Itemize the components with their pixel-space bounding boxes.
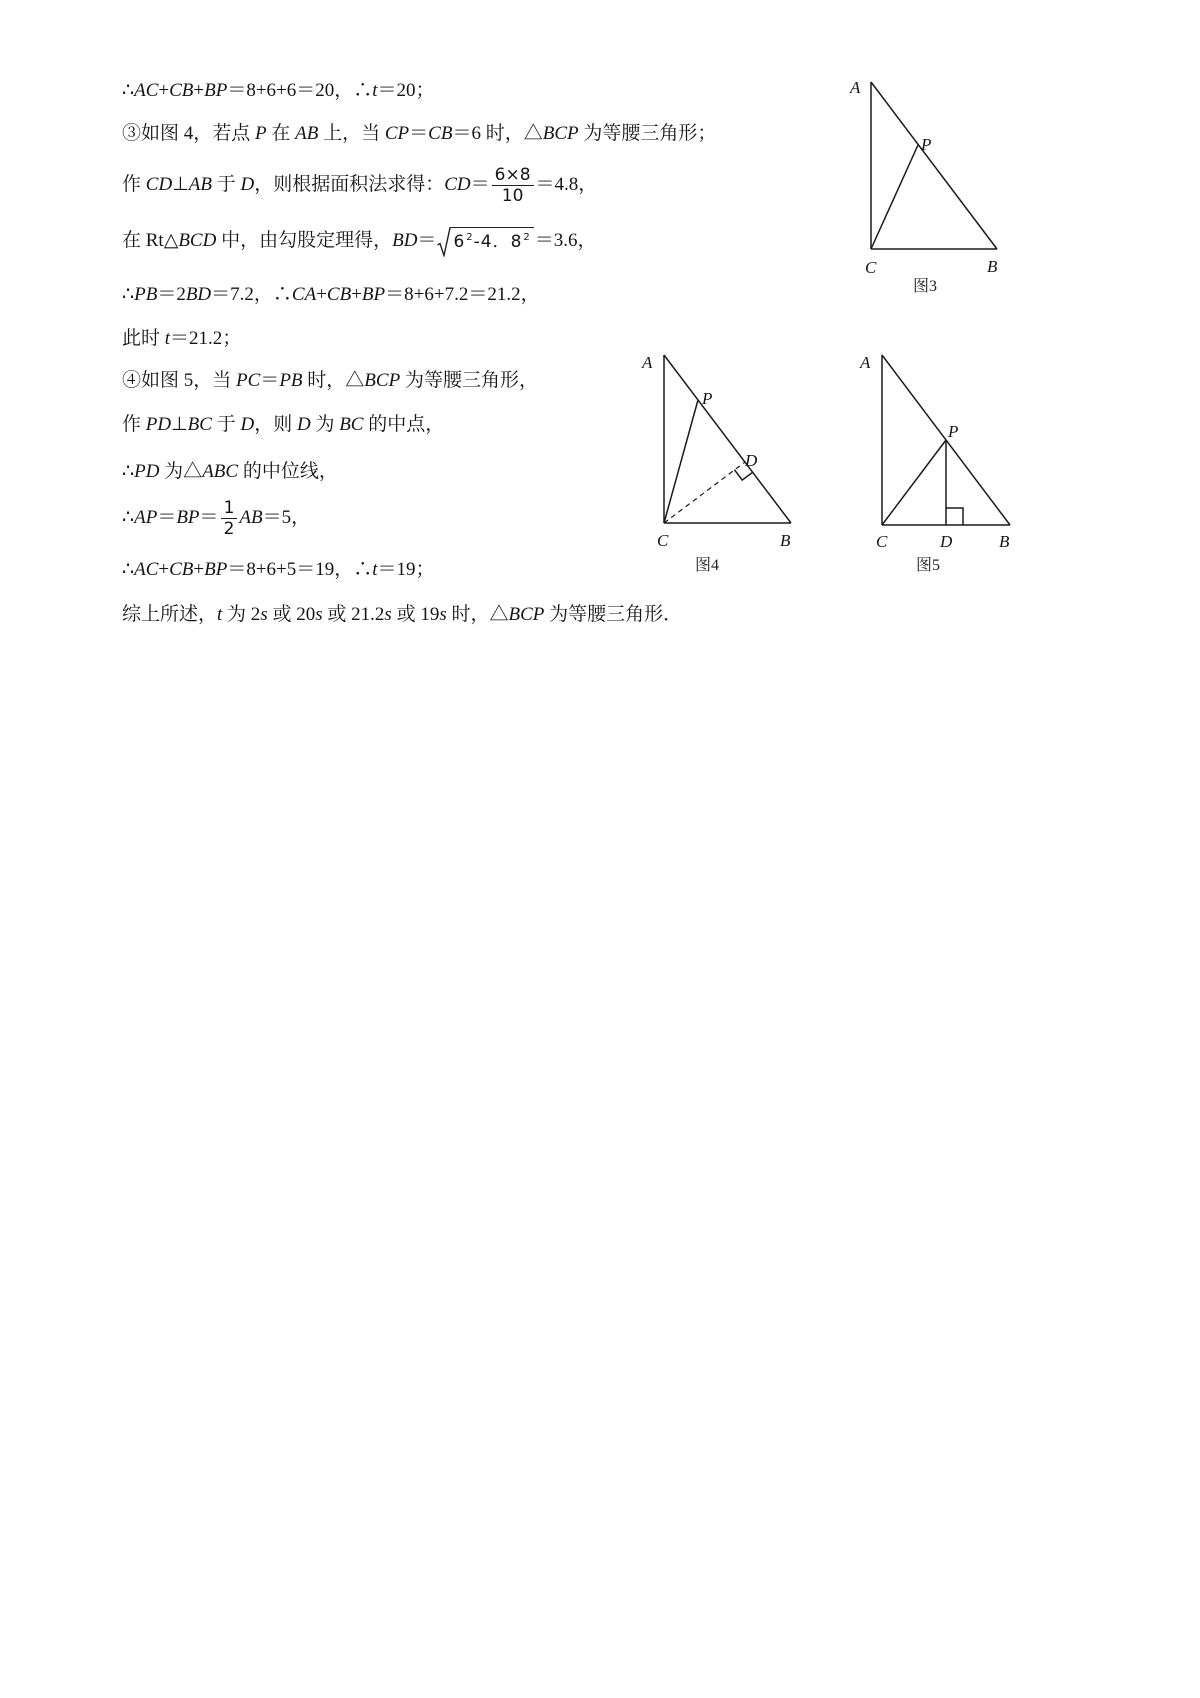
text-run: + xyxy=(351,284,362,305)
text-run: 或 20 xyxy=(267,604,316,625)
math-variable: AC xyxy=(134,559,159,580)
figure-caption: 图3 xyxy=(912,278,938,295)
figure-4 xyxy=(620,340,810,585)
math-variable: BCD xyxy=(178,230,217,251)
vertex-label-b: B xyxy=(999,532,1010,551)
math-variable: P xyxy=(255,123,267,144)
math-variable: t xyxy=(372,559,378,580)
math-variable: ABC xyxy=(202,461,239,482)
math-variable: CB xyxy=(169,80,194,101)
math-variable: BP xyxy=(361,284,386,305)
text-run: ＝8+6+6＝20，∴ xyxy=(227,80,373,101)
point-label-d: D xyxy=(940,532,953,551)
text-run: 此时 xyxy=(122,328,165,349)
math-variable: s xyxy=(260,604,268,625)
text-run: ＝ xyxy=(199,506,219,528)
text-run: 为 xyxy=(310,414,340,435)
radicand xyxy=(451,227,533,257)
text-run: ⊥ xyxy=(172,173,189,195)
text-run: 作 xyxy=(122,414,146,435)
math-variable: BCP xyxy=(364,370,401,391)
point-label-p: P xyxy=(921,135,932,154)
text-run: + xyxy=(316,284,327,305)
text-run: 的中点， xyxy=(363,414,445,435)
text-run: 综上所述， xyxy=(122,604,218,625)
text-run: 作 xyxy=(122,173,146,195)
right-angle-mark xyxy=(946,508,963,525)
vertex-label-b: B xyxy=(780,531,791,550)
text-run: 或 19 xyxy=(391,604,440,625)
altitude-cd xyxy=(664,462,745,523)
solution-line-9 xyxy=(122,456,338,488)
solution-line-1 xyxy=(122,75,435,107)
solution-line-6 xyxy=(122,323,241,355)
vertex-label-c: C xyxy=(865,258,877,277)
solution-line-11 xyxy=(122,554,435,586)
vertex-label-a: A xyxy=(850,78,861,97)
text-run: 于 xyxy=(211,173,241,195)
text-run: ＝4.8， xyxy=(535,173,598,195)
text-run: 为 2 xyxy=(222,604,261,625)
vertex-label-c: C xyxy=(876,532,888,551)
math-variable: BP xyxy=(204,80,228,101)
math-variable: AP xyxy=(134,506,158,528)
text-run: ＝ xyxy=(470,173,490,195)
text-run: ＝3.6， xyxy=(534,230,597,251)
text-run: ＝21.2； xyxy=(170,328,242,349)
text-run: ，则 xyxy=(254,414,297,435)
fraction-denominator: 10 xyxy=(501,186,524,206)
text-run: 于 xyxy=(211,414,241,435)
math-variable: PB xyxy=(279,370,303,391)
vertex-label-c: C xyxy=(657,531,669,550)
text-run: 为等腰三角形． xyxy=(544,604,683,625)
math-variable: D xyxy=(240,414,255,435)
text-run: 6 xyxy=(453,231,466,252)
math-variable: s xyxy=(439,604,447,625)
text-run: 中，由勾股定理得， xyxy=(216,230,393,251)
solution-line-7 xyxy=(122,365,538,397)
math-variable: AB xyxy=(239,506,263,528)
text-run: ∴ xyxy=(122,506,135,528)
text-run: ＝20； xyxy=(377,80,435,101)
math-variable: AB xyxy=(188,173,212,195)
segment-cp xyxy=(664,400,698,523)
text-run: ③如图 4，若点 xyxy=(122,123,256,144)
text-run: ＝ xyxy=(157,506,177,528)
text-run: ＝8+6+7.2＝21.2， xyxy=(385,284,540,305)
text-run: + xyxy=(158,80,170,101)
math-variable: BCP xyxy=(542,123,579,144)
point-label-p: P xyxy=(702,389,713,408)
text-run: ＝8+6+5＝19，∴ xyxy=(227,559,373,580)
math-variable: t xyxy=(372,80,378,101)
exponent: 2 xyxy=(523,231,531,243)
math-variable: CD xyxy=(145,173,173,195)
side-ab xyxy=(664,355,791,523)
solution-line-4 xyxy=(122,225,597,257)
text-run: ⊥ xyxy=(171,414,188,435)
text-run: ∴ xyxy=(122,284,135,305)
math-variable: BP xyxy=(204,559,228,580)
text-run: + xyxy=(193,80,205,101)
exponent: 2 xyxy=(466,231,474,243)
text-run: + xyxy=(158,559,170,580)
math-variable: CB xyxy=(428,123,453,144)
solution-line-2 xyxy=(122,118,716,150)
vertex-label-b: B xyxy=(987,257,998,276)
text-run: ＝19； xyxy=(377,559,435,580)
math-variable: BC xyxy=(187,414,212,435)
text-run: ＝ xyxy=(409,123,429,144)
text-run: ＝2 xyxy=(157,284,186,305)
segment-cp xyxy=(882,440,946,525)
text-run: ＝7.2，∴ xyxy=(211,284,292,305)
fraction xyxy=(221,498,238,539)
segment-cp xyxy=(871,145,918,249)
text-run: 为等腰三角形； xyxy=(578,123,717,144)
math-variable: CB xyxy=(169,559,194,580)
math-variable: BD xyxy=(392,230,418,251)
vertex-label-a: A xyxy=(860,353,871,372)
fraction-denominator: 2 xyxy=(223,519,235,539)
text-run: 的中位线， xyxy=(238,461,338,482)
solution-line-3 xyxy=(122,165,598,206)
text-run: ＝ xyxy=(417,230,437,251)
math-variable: PB xyxy=(134,284,158,305)
figure-caption: 图5 xyxy=(915,557,941,574)
radical-sign xyxy=(437,227,451,257)
text-run: ，则根据面积法求得： xyxy=(254,173,445,195)
fraction xyxy=(492,165,534,206)
math-variable: BCP xyxy=(508,604,545,625)
math-variable: BC xyxy=(339,414,364,435)
text-run: + xyxy=(193,559,205,580)
text-run: -4．8 xyxy=(473,231,523,252)
side-ab xyxy=(871,82,997,249)
vertex-label-a: A xyxy=(642,353,653,372)
text-run: ＝ xyxy=(260,370,280,391)
math-variable: AC xyxy=(134,80,159,101)
right-angle-mark xyxy=(734,470,752,480)
math-variable: PD xyxy=(134,461,160,482)
math-variable: s xyxy=(315,604,323,625)
figure-3 xyxy=(830,65,1020,305)
solution-line-5 xyxy=(122,279,540,311)
fraction-numerator: 1 xyxy=(221,498,238,519)
math-variable: BP xyxy=(176,506,200,528)
text-run: 上，当 xyxy=(318,123,385,144)
math-variable: PD xyxy=(145,414,172,435)
math-variable: BD xyxy=(185,284,212,305)
fraction-numerator: 6×8 xyxy=(492,165,534,186)
math-variable: s xyxy=(384,604,392,625)
solution-line-10 xyxy=(122,498,311,539)
figure-caption: 图4 xyxy=(694,557,720,574)
point-label-p: P xyxy=(948,422,959,441)
text-run: 或 21.2 xyxy=(322,604,385,625)
math-variable: t xyxy=(217,604,223,625)
math-variable: AB xyxy=(295,123,319,144)
solution-line-8 xyxy=(122,409,444,441)
text-run: 时，△ xyxy=(302,370,365,391)
math-variable: PC xyxy=(236,370,261,391)
text-run: 为等腰三角形， xyxy=(400,370,538,391)
text-run: ∴ xyxy=(122,80,135,101)
text-run: ∴ xyxy=(122,461,135,482)
math-variable: CB xyxy=(326,284,352,305)
text-run: 在 xyxy=(266,123,296,144)
text-run: ④如图 5，当 xyxy=(122,370,237,391)
figure-5 xyxy=(845,340,1030,585)
solution-line-12 xyxy=(122,599,682,631)
math-variable: CP xyxy=(384,123,410,144)
text-run: 在 Rt△ xyxy=(122,230,179,251)
math-variable: t xyxy=(164,328,171,349)
text-run: 为△ xyxy=(159,461,203,482)
math-variable: CD xyxy=(444,173,471,195)
text-run: 时，△ xyxy=(446,604,509,625)
text-run: ∴ xyxy=(122,559,135,580)
square-root xyxy=(437,227,533,257)
text-run: ＝6 时，△ xyxy=(452,123,543,144)
math-variable: CA xyxy=(291,284,317,305)
math-variable: D xyxy=(240,173,255,195)
radical-stroke xyxy=(438,227,452,255)
math-variable: D xyxy=(296,414,311,435)
point-label-d: D xyxy=(745,451,758,470)
text-run: ＝5， xyxy=(262,506,311,528)
